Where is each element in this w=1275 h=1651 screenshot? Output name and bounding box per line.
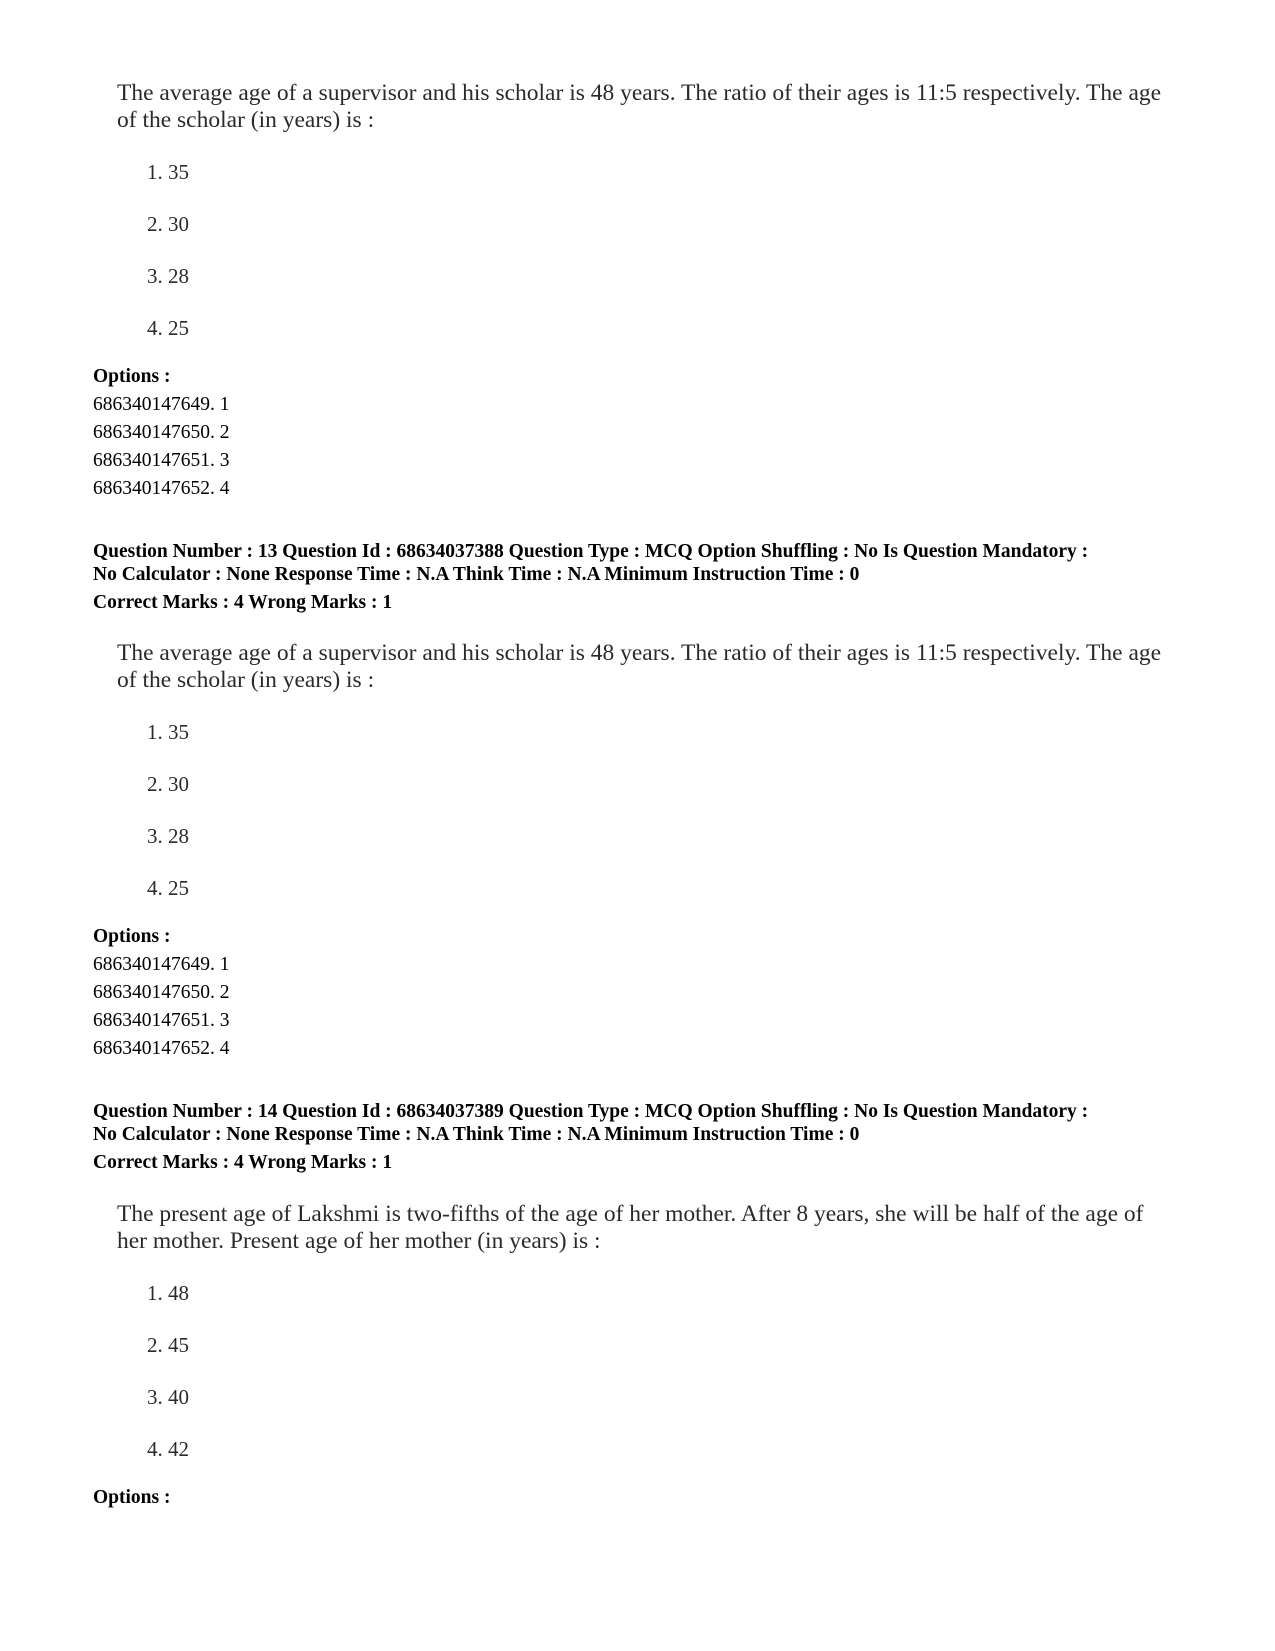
- options-label: Options :: [93, 1487, 171, 1508]
- answer-choice: 2. 30: [147, 772, 189, 796]
- answer-choice: 3. 28: [147, 824, 189, 848]
- answer-choice: 4. 25: [147, 876, 189, 900]
- question-text-line: The average age of a supervisor and his scholar is 48 years. The ratio of their ages is 11:5 respectively. The age: [117, 80, 1162, 106]
- marks-line: Correct Marks : 4 Wrong Marks : 1: [93, 592, 393, 613]
- option-id-line: 686340147651. 3: [93, 450, 230, 471]
- options-label: Options :: [93, 366, 171, 387]
- option-id-line: 686340147649. 1: [93, 954, 230, 975]
- option-id-line: 686340147650. 2: [93, 982, 230, 1003]
- option-id-line: 686340147649. 1: [93, 394, 230, 415]
- answer-choice: 3. 28: [147, 264, 189, 288]
- option-id-line: 686340147650. 2: [93, 422, 230, 443]
- question-header-line: Question Number : 14 Question Id : 68634037389 Question Type : MCQ Option Shuffling : No Is Question Mandatory :: [93, 1101, 1089, 1122]
- answer-choice: 3. 40: [147, 1385, 189, 1409]
- option-id-line: 686340147652. 4: [93, 1038, 230, 1059]
- options-label: Options :: [93, 926, 171, 947]
- answer-choice: 4. 25: [147, 316, 189, 340]
- option-id-line: 686340147651. 3: [93, 1010, 230, 1031]
- question-text-line: her mother. Present age of her mother (in years) is :: [117, 1228, 601, 1254]
- option-id-line: 686340147652. 4: [93, 478, 230, 499]
- question-header-line: No Calculator : None Response Time : N.A Think Time : N.A Minimum Instruction Time : 0: [93, 564, 860, 585]
- answer-choice: 2. 45: [147, 1333, 189, 1357]
- answer-choice: 4. 42: [147, 1437, 189, 1461]
- question-text-line: The present age of Lakshmi is two-fifths of the age of her mother. After 8 years, she will be half of the age of: [117, 1201, 1144, 1227]
- answer-choice: 1. 35: [147, 720, 189, 744]
- answer-choice: 2. 30: [147, 212, 189, 236]
- answer-choice: 1. 48: [147, 1281, 189, 1305]
- marks-line: Correct Marks : 4 Wrong Marks : 1: [93, 1152, 393, 1173]
- question-header-line: Question Number : 13 Question Id : 68634037388 Question Type : MCQ Option Shuffling : No Is Question Mandatory :: [93, 541, 1089, 562]
- question-text-line: of the scholar (in years) is :: [117, 667, 375, 693]
- question-text-line: The average age of a supervisor and his scholar is 48 years. The ratio of their ages is 11:5 respectively. The age: [117, 640, 1162, 666]
- question-header-line: No Calculator : None Response Time : N.A Think Time : N.A Minimum Instruction Time : 0: [93, 1124, 860, 1145]
- answer-choice: 1. 35: [147, 160, 189, 184]
- question-text-line: of the scholar (in years) is :: [117, 107, 375, 133]
